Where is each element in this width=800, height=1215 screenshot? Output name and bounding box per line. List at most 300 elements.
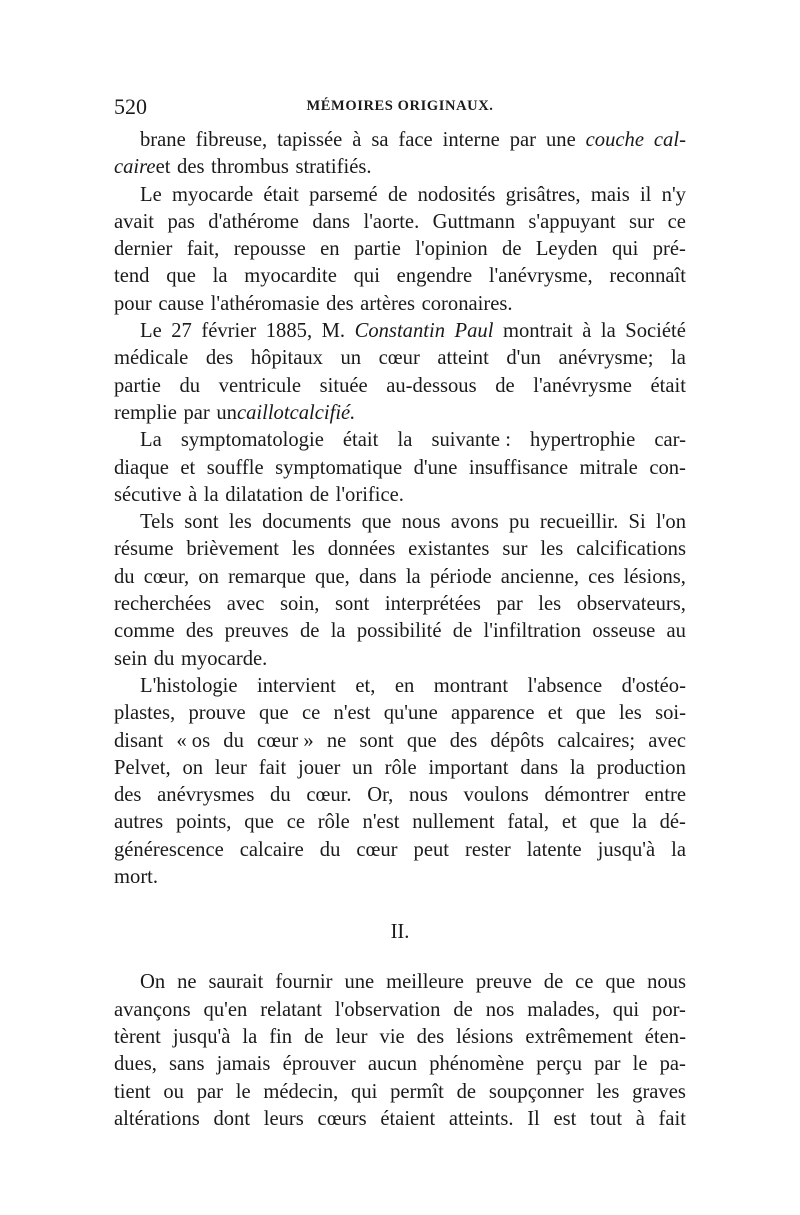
word: sur — [629, 210, 655, 233]
word: cœurs — [317, 1107, 367, 1130]
word: nos — [485, 998, 515, 1021]
text-line — [114, 864, 686, 891]
word: meilleure — [386, 971, 464, 994]
word: que, — [314, 565, 350, 588]
word: du — [270, 784, 291, 807]
word: par — [594, 1053, 621, 1076]
word: Constantin — [354, 320, 445, 343]
text-line — [114, 564, 686, 591]
word: tout — [590, 1107, 623, 1130]
word: des — [205, 347, 234, 370]
word: résume — [114, 538, 174, 561]
word: des — [326, 292, 354, 315]
word: Or, — [367, 784, 394, 807]
word: brièvement — [186, 538, 280, 561]
word: ou — [163, 1080, 184, 1103]
word: osseuse — [592, 620, 656, 643]
word: l'opinion — [415, 238, 488, 261]
paragraph — [114, 509, 686, 673]
text-line — [114, 373, 686, 400]
word: ne — [177, 971, 197, 994]
word: ancienne, — [500, 565, 580, 588]
text-line — [114, 427, 686, 454]
word: sa — [371, 129, 389, 151]
text-line — [114, 291, 686, 318]
word: malades, — [527, 998, 600, 1021]
word: en — [320, 238, 340, 261]
word: 1885, — [265, 320, 313, 343]
word: du — [179, 374, 201, 397]
text-line — [114, 809, 686, 836]
word: l'absence — [527, 674, 603, 697]
word: existantes — [408, 538, 490, 561]
word: sur — [502, 538, 528, 561]
word: peut — [413, 838, 449, 861]
word: éprouver — [282, 1053, 356, 1076]
word: avec — [648, 729, 686, 752]
word: la — [330, 620, 346, 643]
word: La — [140, 429, 162, 452]
word: Il — [527, 1107, 540, 1130]
word: grisâtres, — [505, 183, 581, 206]
text-line — [114, 997, 686, 1024]
word: du — [114, 565, 135, 588]
word: nous — [401, 511, 441, 534]
word: sont — [334, 593, 370, 616]
text-line — [114, 646, 686, 673]
word: nous — [408, 784, 448, 807]
word: de — [452, 620, 473, 643]
word: à — [188, 483, 198, 506]
word: les — [291, 538, 315, 561]
word: plastes, — [114, 702, 176, 725]
word: lésions — [456, 1025, 514, 1048]
word: que — [589, 811, 620, 834]
word: symptomatologie — [180, 429, 324, 452]
section-heading: II. — [390, 921, 410, 944]
word: données — [327, 538, 396, 561]
body-text — [114, 127, 686, 1133]
word: M. — [321, 320, 346, 343]
word: production — [596, 756, 686, 779]
word: important — [428, 756, 509, 779]
word: la — [600, 320, 616, 343]
word: possibilité — [356, 620, 442, 643]
word: que — [258, 702, 289, 725]
word: intervient — [256, 674, 336, 697]
text-line — [114, 345, 686, 372]
text-line — [114, 455, 686, 482]
word: qui — [612, 238, 639, 261]
word: latente — [526, 838, 582, 861]
paragraph — [114, 969, 686, 1133]
word: Société — [625, 320, 686, 343]
word: apparence — [451, 702, 535, 725]
word: jusqu'à — [172, 1025, 231, 1048]
text-line — [114, 482, 686, 509]
word: cœur — [378, 347, 420, 370]
word: fin — [269, 1025, 293, 1048]
word: la — [242, 1025, 258, 1048]
word: de — [453, 998, 473, 1021]
word: fatal, — [507, 811, 550, 834]
text-line — [114, 969, 686, 996]
word: l'athéromasie — [210, 292, 320, 315]
word: et — [180, 456, 196, 479]
word: lésions, — [623, 565, 686, 588]
word: on — [182, 756, 204, 779]
word: voulons — [463, 784, 529, 807]
word: Le — [140, 183, 162, 206]
word: le — [235, 1080, 251, 1103]
word: mort. — [114, 866, 159, 889]
word: Guttmann — [432, 210, 516, 233]
word: myocardite — [244, 265, 337, 288]
word: pour — [114, 292, 152, 315]
page-number: 520 — [114, 94, 147, 119]
word: que — [244, 811, 274, 834]
word: la — [397, 429, 413, 452]
word: du — [153, 647, 175, 670]
word: jouer — [298, 756, 341, 779]
word: dépôts — [490, 729, 545, 752]
word: de — [304, 1025, 324, 1048]
word: artères — [360, 292, 416, 315]
word: à — [352, 129, 362, 151]
word: preuves — [224, 620, 289, 643]
word: par — [196, 1080, 223, 1103]
word: insuffisance — [468, 456, 568, 479]
word: que — [605, 971, 636, 994]
word: ce — [301, 702, 321, 725]
word: hôpitaux — [250, 347, 323, 370]
word: jusqu'à — [597, 838, 656, 861]
word: autres — [114, 811, 164, 834]
word: qui — [612, 998, 640, 1021]
text-line — [114, 236, 686, 263]
word: était — [650, 374, 686, 397]
word: Le — [140, 320, 162, 343]
word: nodosités — [417, 183, 496, 206]
word: cœur, — [143, 565, 190, 588]
word: nullement — [412, 811, 495, 834]
text-line — [114, 782, 686, 809]
word: cal- — [653, 129, 686, 151]
word: qu'en — [203, 998, 248, 1021]
word: Leyden — [535, 238, 598, 261]
word: symptomatique — [275, 456, 403, 479]
word: Si — [628, 511, 646, 534]
word: dues, — [114, 1053, 157, 1076]
word: avons — [450, 511, 499, 534]
word: mais — [590, 183, 630, 206]
word: couche — [585, 129, 644, 151]
word: ce — [286, 811, 305, 834]
text-line — [114, 700, 686, 727]
word: montrant — [433, 674, 509, 697]
word: par — [183, 401, 210, 424]
word: preuve — [475, 971, 532, 994]
word: et — [561, 811, 577, 834]
paragraph — [114, 127, 686, 182]
word: thrombus — [211, 156, 289, 179]
word: on — [198, 565, 219, 588]
word: à — [582, 320, 592, 343]
word: fait, — [186, 238, 220, 261]
word: pas — [167, 210, 195, 233]
word: myocarde — [171, 183, 254, 206]
word: les — [540, 538, 564, 561]
word: des — [185, 620, 214, 643]
text-line — [114, 755, 686, 782]
word: calcaire — [239, 838, 304, 861]
word: avec — [226, 593, 265, 616]
word: les — [618, 702, 642, 725]
word: les — [596, 1080, 620, 1103]
text-line — [114, 1024, 686, 1051]
word: d'une — [413, 456, 458, 479]
word: points, — [175, 811, 232, 834]
word: soi- — [655, 702, 686, 725]
text-line — [114, 837, 686, 864]
word: partie — [114, 374, 161, 397]
word: l'observation — [334, 998, 441, 1021]
text-line — [114, 1106, 686, 1133]
word: tèrent — [114, 1025, 161, 1048]
word: que — [166, 265, 196, 288]
word: au-dessous — [386, 374, 477, 397]
word: tient — [114, 1080, 151, 1103]
word: l'anévrysme — [533, 374, 632, 397]
word: face — [398, 129, 433, 151]
word: un — [216, 401, 237, 424]
word: l'infiltration — [483, 620, 582, 643]
word: à — [635, 1107, 645, 1130]
word: période — [429, 565, 492, 588]
word: sont — [359, 729, 394, 752]
word: leur — [335, 1025, 368, 1048]
word: et — [547, 702, 563, 725]
word: en — [394, 674, 415, 697]
word: sécutive — [114, 483, 182, 506]
word: permît — [390, 1080, 444, 1103]
word: dans — [358, 565, 397, 588]
word: qui — [351, 1080, 378, 1103]
word: disant — [114, 729, 164, 752]
word: ces — [588, 565, 615, 588]
word: calcaires; — [557, 729, 636, 752]
word: tapissée — [277, 129, 343, 151]
word: et — [155, 156, 171, 179]
word: stratifiés. — [295, 156, 372, 179]
text-line — [114, 618, 686, 645]
word: con- — [649, 456, 686, 479]
paragraph — [114, 318, 686, 427]
word: dans — [520, 756, 559, 779]
text-line — [114, 263, 686, 290]
word: des — [177, 156, 205, 179]
word: la — [671, 838, 686, 861]
word: dans — [312, 210, 351, 233]
word: documents — [262, 511, 352, 534]
word: rôle — [317, 811, 350, 834]
word: graves — [632, 1080, 686, 1103]
word: des — [449, 729, 478, 752]
word: perçu — [536, 1053, 583, 1076]
word: cœur — [356, 838, 398, 861]
text-line — [114, 1079, 686, 1106]
text-line — [114, 509, 686, 536]
word: tend — [114, 265, 150, 288]
word: nous — [647, 971, 686, 994]
word: que — [361, 511, 392, 534]
word: une — [344, 971, 375, 994]
word: étaient — [380, 1107, 436, 1130]
word: On — [140, 971, 166, 994]
word: myocarde. — [180, 647, 268, 670]
word: caillot — [236, 401, 290, 424]
word: de — [299, 620, 320, 643]
text-line — [114, 728, 686, 755]
word: atteint — [437, 347, 489, 370]
text-line — [114, 182, 686, 209]
word: par — [509, 129, 537, 151]
word: février — [201, 320, 257, 343]
word: extrêmement — [525, 1025, 633, 1048]
word: ventricule — [218, 374, 302, 397]
word: de — [502, 238, 522, 261]
word: ce — [575, 971, 594, 994]
word: des — [416, 1025, 445, 1048]
word: du — [319, 838, 341, 861]
word: entre — [644, 784, 686, 807]
word: dé- — [659, 811, 686, 834]
word: pu — [509, 511, 530, 534]
word: repousse — [233, 238, 306, 261]
word: interprétées — [384, 593, 481, 616]
word: observateurs, — [576, 593, 686, 616]
word: une — [545, 129, 576, 151]
text-line — [114, 1051, 686, 1078]
text-line — [114, 209, 686, 236]
word: caire — [114, 156, 156, 179]
text-line — [114, 591, 686, 618]
word: engendre — [396, 265, 473, 288]
word: rester — [465, 838, 511, 861]
word: suivante : — [431, 429, 511, 452]
word: que — [406, 729, 437, 752]
word: soupçonner — [488, 1080, 584, 1103]
word: prouve — [188, 702, 246, 725]
word: est — [553, 1107, 577, 1130]
word: de — [543, 971, 564, 994]
word: cœur. — [306, 784, 352, 807]
word: remplie — [114, 401, 177, 424]
word: aucun — [367, 1053, 418, 1076]
word: d'ostéo- — [621, 674, 686, 697]
word: reconnaît — [609, 265, 686, 288]
word: recherchées — [114, 593, 212, 616]
word: l'aorte. — [363, 210, 420, 233]
word: la — [631, 811, 647, 834]
text-line — [114, 127, 686, 154]
word: de — [456, 1080, 477, 1103]
word: calcifications — [576, 538, 686, 561]
word: jamais — [216, 1053, 271, 1076]
word: parsemé — [309, 183, 378, 206]
word: fibreuse, — [195, 129, 268, 151]
word: la — [405, 565, 421, 588]
word: sein — [114, 647, 148, 670]
word: il — [639, 183, 652, 206]
running-head: MÉMOIRES ORIGINAUX. — [306, 98, 494, 114]
word: saurait — [208, 971, 264, 994]
word: générescence — [114, 838, 224, 861]
word: pré- — [652, 238, 686, 261]
word: de — [495, 374, 515, 397]
word: au — [666, 620, 686, 643]
word: la — [212, 265, 228, 288]
word: relatant — [260, 998, 322, 1021]
word: la — [671, 347, 686, 370]
word: médicale — [114, 347, 189, 370]
word: Pelvet, — [114, 756, 171, 779]
text-line — [114, 318, 686, 345]
word: diaque — [114, 456, 169, 479]
word: pa- — [659, 1053, 686, 1076]
word: leur — [214, 756, 247, 779]
word: dernier — [114, 238, 173, 261]
page-header — [114, 94, 686, 124]
word: leurs — [263, 1107, 304, 1130]
word: n'est — [362, 811, 400, 834]
text-line — [114, 673, 686, 700]
word: l'orifice. — [335, 483, 404, 506]
word: anévrysme; — [558, 347, 654, 370]
word: sans — [169, 1053, 205, 1076]
text-line — [114, 536, 686, 563]
word: avançons — [114, 998, 191, 1021]
word: altérations — [114, 1107, 200, 1130]
word: calcifié. — [289, 401, 356, 424]
word: par — [496, 593, 523, 616]
word: la — [203, 483, 219, 506]
paragraph — [114, 673, 686, 891]
word: était — [263, 183, 299, 206]
word: les — [538, 593, 562, 616]
word: comme — [114, 620, 175, 643]
word: du — [223, 729, 244, 752]
word: Paul — [454, 320, 494, 343]
word: avait — [114, 210, 155, 233]
word: médecin, — [263, 1080, 339, 1103]
word: cœur » — [257, 729, 314, 752]
word: atteints. — [448, 1107, 514, 1130]
word: un — [352, 756, 373, 779]
word: « os — [176, 729, 211, 752]
word: sont — [184, 511, 219, 534]
word: interne — [442, 129, 500, 151]
word: l'on — [655, 511, 686, 534]
word: souffle — [206, 456, 264, 479]
word: brane — [140, 129, 186, 151]
word: de — [387, 183, 408, 206]
word: l'anévrysme, — [488, 265, 593, 288]
word: un — [340, 347, 362, 370]
word: de — [309, 483, 330, 506]
word: ne — [326, 729, 347, 752]
word: située — [319, 374, 368, 397]
